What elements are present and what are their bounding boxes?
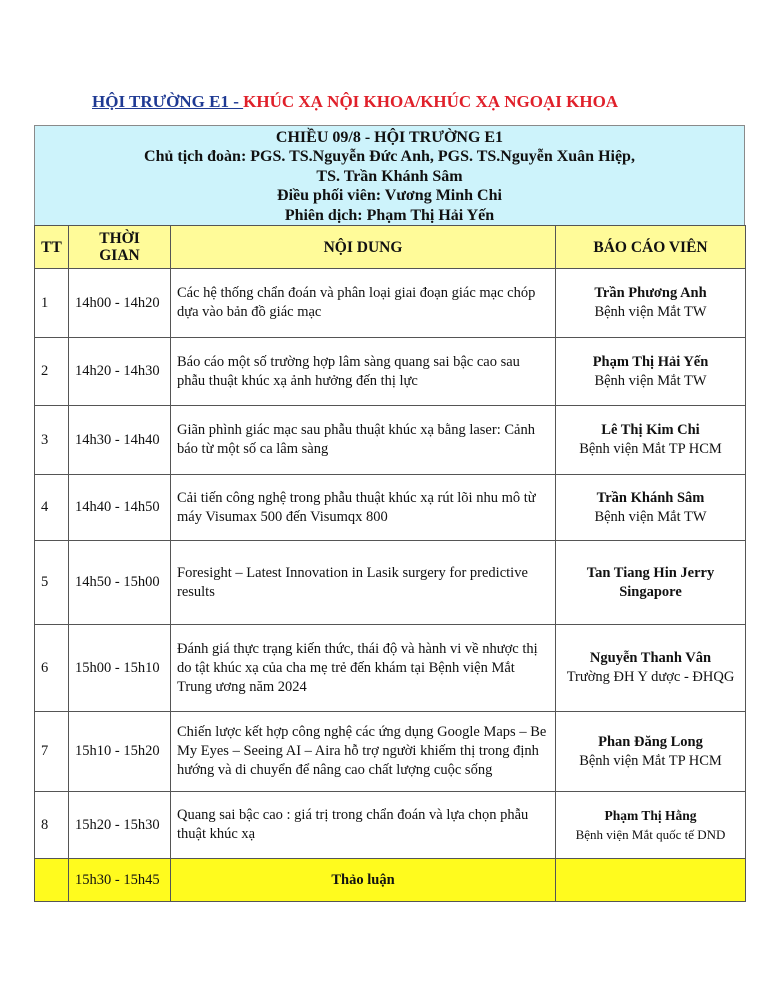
speaker-name: Lê Thị Kim Chi	[601, 422, 700, 438]
header-speaker: BÁO CÁO VIÊN	[556, 226, 746, 269]
row-speaker	[556, 792, 746, 859]
speaker-name: Tan Tiang Hin Jerry	[586, 564, 715, 581]
table-row	[35, 792, 746, 859]
table-row	[35, 541, 746, 625]
speaker-name: Trần Khánh Sâm	[596, 489, 705, 506]
table-row	[35, 625, 746, 712]
header-time-line1: THỜI	[99, 230, 140, 247]
speaker-affiliation: Bệnh viện Mắt TW	[594, 508, 707, 525]
row-content: Giãn phình giác mạc sau phẫu thuật khúc xạ bằng laser: Cảnh báo từ một số ca lâm sàng	[171, 406, 556, 475]
row-speaker	[556, 406, 746, 475]
table-row	[35, 406, 746, 475]
session-topic: KHÚC XẠ NỘI KHOA/KHÚC XẠ NGOẠI KHOA	[243, 92, 619, 111]
chair-line-continued: TS. Trần Khánh Sâm	[316, 167, 463, 185]
row-content: Cải tiến công nghệ trong phẫu thuật khúc xạ rút lõi nhu mô từ máy Visumax 500 đến Visumqx 800	[171, 475, 556, 541]
header-tt: TT	[35, 226, 69, 269]
row-number: 5	[35, 541, 69, 625]
row-number: 7	[35, 712, 69, 792]
interpreter-line: Phiên dịch: Phạm Thị Hải Yến	[284, 206, 495, 224]
row-time: 15h00 - 15h10	[69, 625, 171, 712]
row-speaker	[556, 859, 746, 902]
speaker-affiliation: Bệnh viện Mắt quốc tế DND	[575, 827, 726, 842]
row-time: 14h40 - 14h50	[69, 475, 171, 541]
row-speaker	[556, 338, 746, 406]
row-time: 14h20 - 14h30	[69, 338, 171, 406]
row-time: 14h30 - 14h40	[69, 406, 171, 475]
row-content: Quang sai bậc cao : giá trị trong chẩn đoán và lựa chọn phẫu thuật khúc xạ	[171, 792, 556, 859]
row-time: 15h30 - 15h45	[69, 859, 171, 902]
hall-title: HỘI TRƯỜNG E1 -	[92, 92, 244, 111]
speaker-name: Phạm Thị Hằng	[604, 808, 697, 823]
header-time	[69, 226, 171, 269]
row-content: Foresight – Latest Innovation in Lasik surgery for predictive results	[171, 541, 556, 625]
row-speaker	[556, 541, 746, 625]
row-time: 14h00 - 14h20	[69, 269, 171, 338]
discussion-label: Thảo luận	[171, 859, 556, 902]
row-number: 8	[35, 792, 69, 859]
row-number: 4	[35, 475, 69, 541]
row-number: 3	[35, 406, 69, 475]
row-number	[35, 859, 69, 902]
row-time: 15h10 - 15h20	[69, 712, 171, 792]
row-content: Chiến lược kết hợp công nghệ các ứng dụng Google Maps – Be My Eyes – Seeing AI – Aira hỗ trợ người khiếm thị trong định hướng và di chuyển để nâng cao chất lượng cuộc sống	[171, 712, 556, 792]
table-row	[35, 338, 746, 406]
row-time: 14h50 - 15h00	[69, 541, 171, 625]
speaker-affiliation: Bệnh viện Mắt TP HCM	[579, 441, 722, 457]
row-number: 1	[35, 269, 69, 338]
session-heading: CHIỀU 09/8 - HỘI TRƯỜNG E1	[275, 129, 504, 146]
speaker-name: Phạm Thị Hải Yến	[592, 353, 709, 370]
speaker-name: Phan Đăng Long	[598, 733, 703, 750]
chair-line: Chủ tịch đoàn: PGS. TS.Nguyễn Đức Anh, PGS. TS.Nguyễn Xuân Hiệp,	[144, 148, 635, 166]
row-content: Các hệ thống chẩn đoán và phân loại giai đoạn giác mạc chóp dựa vào bản đồ giác mạc	[171, 269, 556, 338]
coordinator-line: Điều phối viên: Vương Minh Chi	[277, 187, 502, 205]
row-speaker	[556, 712, 746, 792]
row-content: Đánh giá thực trạng kiến thức, thái độ và hành vi về nhược thị do tật khúc xạ của cha mẹ trẻ đến khám tại Bệnh viện Mắt Trung ương năm 2024	[171, 625, 556, 712]
header-time-line2: GIAN	[99, 247, 140, 264]
page-title	[92, 92, 618, 112]
speaker-name: Trần Phương Anh	[594, 285, 707, 301]
speaker-affiliation: Trường ĐH Y dược - ĐHQG	[566, 669, 735, 685]
table-row	[35, 269, 746, 338]
row-number: 2	[35, 338, 69, 406]
row-speaker	[556, 625, 746, 712]
discussion-row	[35, 859, 746, 902]
row-number: 6	[35, 625, 69, 712]
row-time: 15h20 - 15h30	[69, 792, 171, 859]
schedule-table	[34, 225, 746, 902]
speaker-affiliation: Bệnh viện Mắt TP HCM	[579, 752, 722, 769]
speaker-name: Nguyễn Thanh Vân	[589, 650, 712, 666]
row-speaker	[556, 269, 746, 338]
row-speaker	[556, 475, 746, 541]
table-row	[35, 475, 746, 541]
speaker-affiliation: Bệnh viện Mắt TW	[594, 372, 707, 389]
header-content: NỘI DUNG	[171, 226, 556, 269]
speaker-affiliation: Singapore	[619, 583, 682, 600]
row-content: Báo cáo một số trường hợp lâm sàng quang sai bậc cao sau phẫu thuật khúc xạ ảnh hưởng đến thị lực	[171, 338, 556, 406]
table-header-row	[35, 226, 746, 269]
table-row	[35, 712, 746, 792]
speaker-affiliation: Bệnh viện Mắt TW	[594, 304, 707, 320]
session-banner	[34, 125, 745, 226]
